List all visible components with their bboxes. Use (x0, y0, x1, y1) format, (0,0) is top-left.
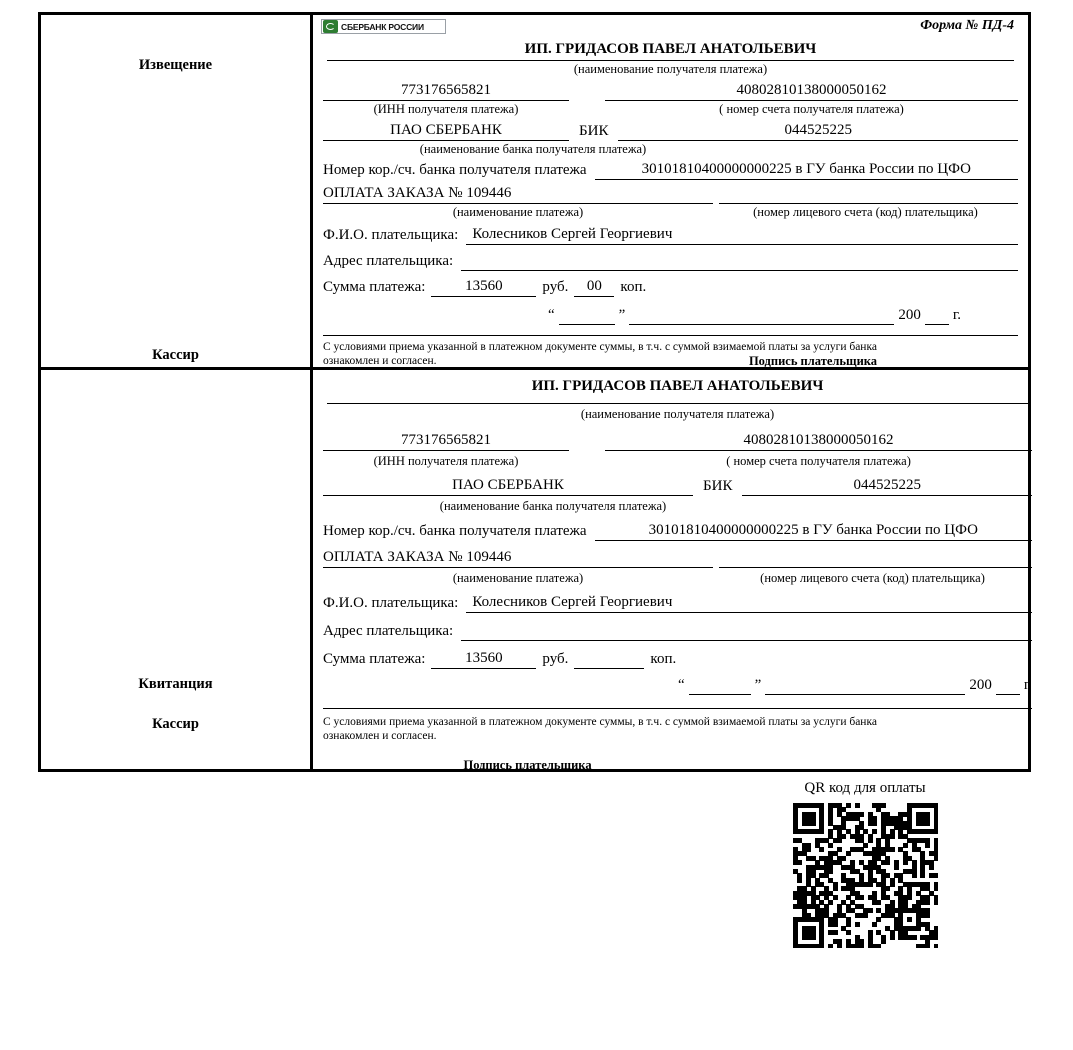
receipt-address-label: Адрес плательщика: (323, 623, 454, 639)
notice-recipient-name: ИП. ГРИДАСОВ ПАВЕЛ АНАТОЛЬЕВИЧ (327, 41, 1014, 61)
notice-recipient-caption: (наименование получателя платежа) (573, 62, 768, 76)
receipt-agreement-block (323, 708, 1032, 773)
receipt-bik-label: БИК (703, 478, 733, 494)
receipt-inn-value: 773176565821 (323, 432, 569, 451)
sberbank-mark-icon (323, 20, 338, 33)
notice-address-label: Адрес плательщика: (323, 253, 454, 269)
notice-amount-rub: 13560 (431, 278, 536, 297)
receipt-right-column (313, 370, 1042, 772)
receipt-date-quote-open: “ (678, 677, 685, 693)
notice-purpose-captions (323, 204, 1018, 224)
notice-amount-label: Сумма платежа: (323, 279, 426, 295)
notice-corr-label: Номер кор./сч. банка получателя платежа (323, 162, 587, 178)
receipt-agreement-line1: С условиями приема указанной в платежном документе суммы, в т.ч. с суммой взимаемой платы за услуги банка (323, 716, 877, 728)
notice-signature-label: Подпись плательщика (748, 354, 878, 369)
receipt-address-row (323, 622, 1032, 641)
receipt-recipient-caption: (наименование получателя платежа) (580, 407, 775, 421)
notice-purpose-value: ОПЛАТА ЗАКАЗА № 109446 (323, 185, 713, 204)
notice-right-column (313, 15, 1028, 367)
notice-payer-name: Колесников Сергей Георгиевич (466, 226, 1018, 245)
qr-caption: QR код для оплаты (804, 780, 926, 796)
notice-purpose-caption: (наименование платежа) (452, 205, 584, 219)
notice-header-row (313, 15, 1028, 41)
receipt-purpose-caption: (наименование платежа) (452, 571, 584, 585)
notice-amount-row (323, 278, 1018, 297)
receipt-corr-row (323, 522, 1032, 541)
notice-corr-row (323, 161, 1018, 180)
notice-bank-caption: (наименование банка получателя платежа) (419, 142, 647, 156)
notice-rub-word: руб. (542, 279, 569, 295)
receipt-date-row (323, 677, 1032, 695)
receipt-account-value: 40802810138000050162 (605, 432, 1032, 451)
notice-payer-label: Ф.И.О. плательщика: (323, 227, 459, 243)
receipt-cashier-label: Кассир (152, 716, 199, 732)
receipt-purpose-captions (323, 568, 1032, 592)
receipt-year-prefix: 200 (969, 677, 992, 693)
qr-block (770, 780, 960, 948)
receipt-inn-account-row (323, 432, 1032, 451)
receipt-purpose-value: ОПЛАТА ЗАКАЗА № 109446 (323, 549, 713, 568)
receipt-recipient-name: ИП. ГРИДАСОВ ПАВЕЛ АНАТОЛЬЕВИЧ (327, 378, 1028, 404)
receipt-payer-row (323, 594, 1032, 613)
receipt-amount-label: Сумма платежа: (323, 651, 426, 667)
notice-date-quote-close: ” (618, 307, 626, 323)
receipt-title-label: Квитанция (138, 676, 213, 692)
form-number: Форма № ПД-4 (920, 18, 1014, 33)
notice-bank-bik-row (323, 122, 1018, 141)
notice-title-label: Извещение (138, 57, 213, 73)
notice-agreement-block (323, 335, 1018, 370)
receipt-year-field (996, 679, 1020, 695)
receipt-bik-value: 044525225 (742, 477, 1032, 496)
receipt-corr-value: 30101810400000000225 в ГУ банка России по ЦФО (595, 522, 1032, 541)
notice-year-prefix: 200 (898, 307, 921, 323)
receipt-day-field (689, 679, 751, 695)
receipt-bank-name: ПАО СБЕРБАНК (323, 477, 693, 496)
notice-inn-account-captions (323, 101, 1018, 122)
notice-date-row (323, 307, 1018, 325)
notice-corr-value: 30101810400000000225 в ГУ банка России по ЦФО (595, 161, 1018, 180)
receipt-bank-caption: (наименование банка получателя платежа) (439, 499, 667, 513)
notice-address-value (461, 252, 1018, 271)
notice-year-field (925, 309, 949, 325)
notice-amount-kop: 00 (574, 278, 614, 297)
receipt-month-field (765, 679, 965, 695)
receipt-kop-word: коп. (650, 651, 677, 667)
notice-personal-account-caption: (номер лицевого счета (код) плательщика) (753, 205, 978, 219)
receipt-account-caption: ( номер счета получателя платежа) (726, 454, 911, 468)
notice-address-row (323, 252, 1018, 271)
receipt-date-quote-close: ” (754, 677, 762, 693)
notice-bik-value: 044525225 (618, 122, 1018, 141)
notice-inn-account-row (323, 82, 1018, 101)
qr-code-image (793, 803, 938, 948)
receipt-inn-account-captions (323, 451, 1032, 477)
payment-receipt-form (38, 12, 1031, 772)
notice-inn-caption: (ИНН получателя платежа) (373, 102, 519, 116)
receipt-address-value (461, 622, 1032, 641)
notice-month-field (629, 309, 894, 325)
receipt-amount-rub: 13560 (431, 650, 536, 669)
notice-bank-name: ПАО СБЕРБАНК (323, 122, 569, 141)
notice-inn-value: 773176565821 (323, 82, 569, 101)
receipt-section (41, 370, 1033, 772)
receipt-personal-account-value (719, 549, 1032, 568)
receipt-personal-account-caption: (номер лицевого счета (код) плательщика) (760, 571, 985, 585)
notice-left-column (41, 15, 313, 367)
notice-account-value: 40802810138000050162 (605, 82, 1018, 101)
receipt-bank-bik-row (323, 477, 1032, 496)
receipt-year-suffix: г. (1023, 677, 1033, 693)
notice-day-field (559, 309, 615, 325)
receipt-left-column (41, 370, 313, 772)
sberbank-logo-text: СБЕРБАНК РОССИИ (341, 21, 424, 32)
notice-personal-account-value (719, 185, 1018, 204)
receipt-payer-name: Колесников Сергей Георгиевич (466, 594, 1032, 613)
notice-date-quote-open: “ (548, 307, 555, 323)
notice-purpose-row (323, 185, 1018, 204)
receipt-fields (313, 370, 1042, 773)
receipt-agreement-line2: ознакомлен и согласен. (323, 730, 437, 743)
notice-fields (313, 41, 1028, 370)
notice-bik-label: БИК (579, 123, 609, 139)
notice-year-suffix: г. (952, 307, 962, 323)
notice-cashier-label: Кассир (152, 347, 199, 363)
sberbank-logo (321, 19, 446, 34)
receipt-payer-label: Ф.И.О. плательщика: (323, 595, 459, 611)
notice-account-caption: ( номер счета получателя платежа) (719, 102, 904, 116)
receipt-signature-label: Подпись плательщика (463, 757, 592, 772)
receipt-amount-kop (574, 650, 644, 669)
receipt-amount-row (323, 650, 1032, 669)
receipt-corr-label: Номер кор./сч. банка получателя платежа (323, 523, 587, 539)
receipt-purpose-row (323, 549, 1032, 568)
receipt-inn-caption: (ИНН получателя платежа) (373, 454, 519, 468)
notice-section (41, 15, 1028, 370)
receipt-rub-word: руб. (542, 651, 569, 667)
notice-agreement-line1: С условиями приема указанной в платежном документе суммы, в т.ч. с суммой взимаемой платы за услуги банка (323, 341, 877, 353)
notice-payer-row (323, 226, 1018, 245)
notice-agreement-line2: ознакомлен и согласен. (323, 355, 437, 368)
notice-kop-word: коп. (620, 279, 647, 295)
